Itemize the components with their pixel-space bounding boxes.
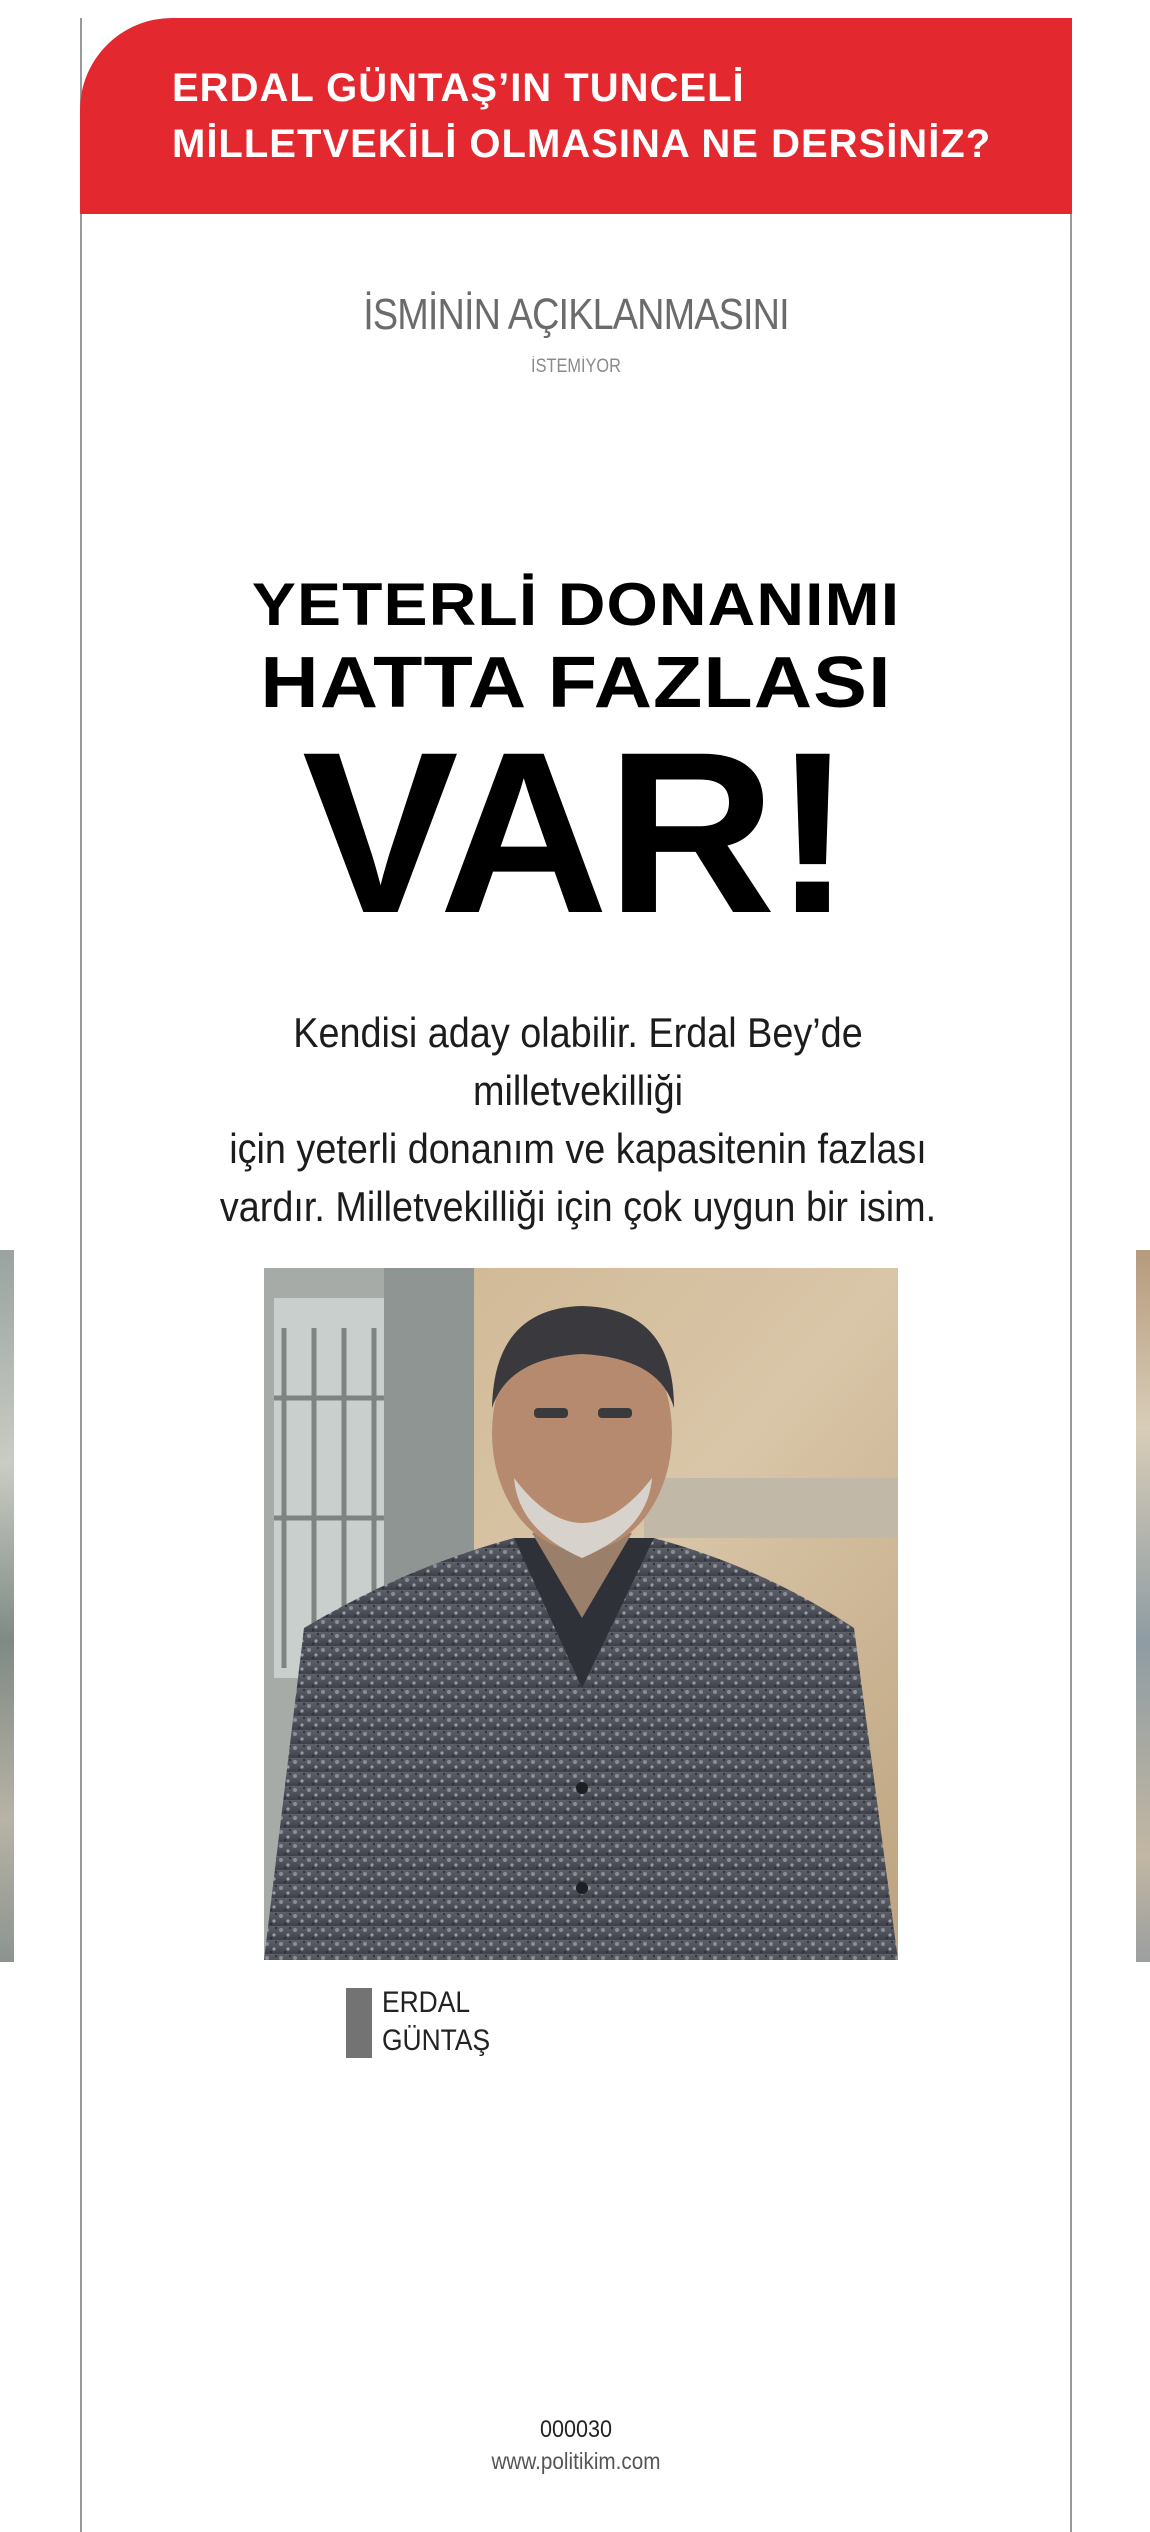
portrait-illustration: [264, 1268, 898, 1960]
survey-card: [80, 18, 1072, 2532]
photo-caption: [382, 1984, 490, 2060]
headline-line-3: VAR!: [302, 704, 850, 961]
answer-line-2: için yeterli donanım ve kapasitenin fazlası: [229, 1125, 927, 1172]
answer-text: [142, 1004, 1014, 1236]
header-question-line-2: MİLLETVEKİLİ OLMASINA NE DERSİNİZ?: [172, 122, 992, 166]
adjacent-card-left-edge: [0, 1250, 14, 1962]
headline-line-1: YETERLİ DONANIMI: [251, 571, 901, 638]
respondent-subtitle: İSTEMİYOR: [531, 356, 621, 377]
portrait-photo: [264, 1268, 898, 1960]
card-code: 000030: [539, 2416, 613, 2443]
headline-line-2: HATTA FAZLASI: [260, 643, 892, 723]
caption-last-name: GÜNTAŞ: [382, 2024, 491, 2057]
respondent-title: İSMİNİN AÇIKLANMASINI: [363, 290, 789, 339]
caption-accent-bar: [346, 1988, 372, 2058]
header-question-line-1: ERDAL GÜNTAŞ’IN TUNCELİ: [172, 66, 745, 110]
card-header: [80, 18, 1072, 214]
website-url: www.politikim.com: [491, 2448, 661, 2474]
caption-first-name: ERDAL: [382, 1986, 471, 2019]
answer-line-3: vardır. Milletvekilliği için çok uygun bir isim.: [219, 1183, 937, 1230]
adjacent-card-right-edge: [1136, 1250, 1150, 1962]
answer-line-1: Kendisi aday olabilir. Erdal Bey’de milletvekilliği: [293, 1009, 863, 1114]
